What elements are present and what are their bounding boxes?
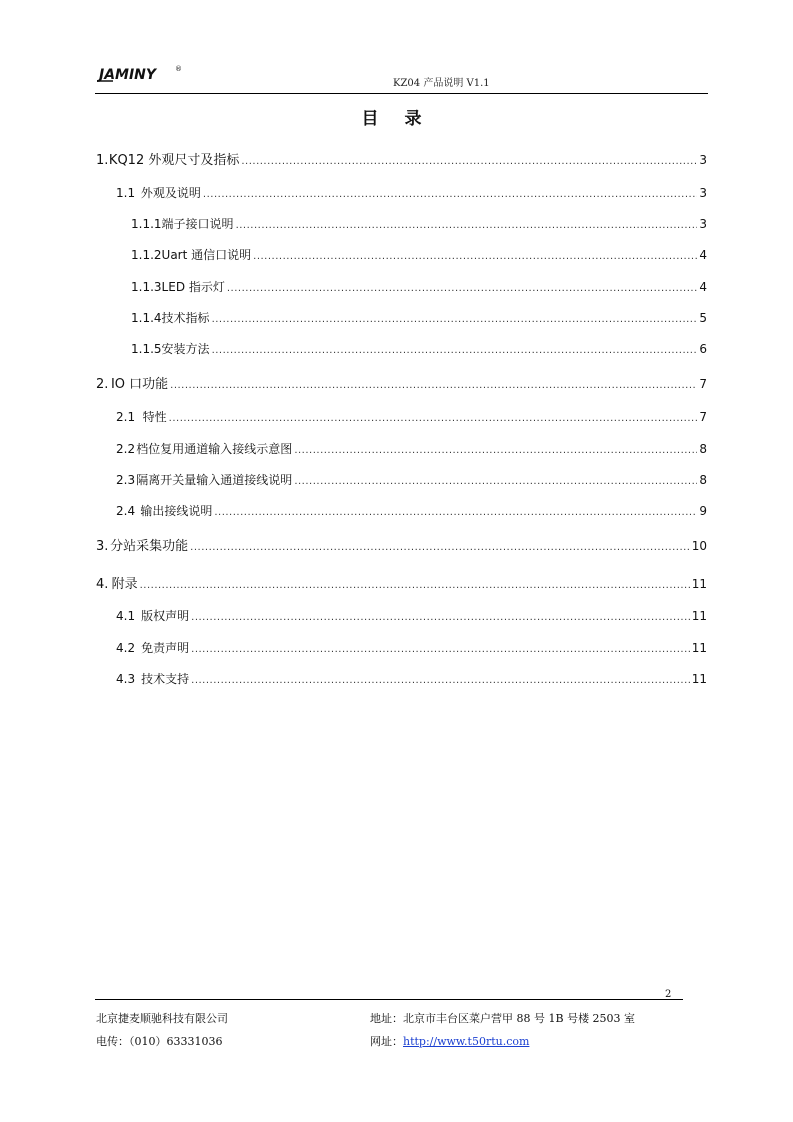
- toc-number: 1.: [96, 153, 109, 168]
- toc-entry[interactable]: [116, 607, 707, 624]
- toc-entry[interactable]: [131, 278, 707, 295]
- toc-page: 9: [699, 504, 707, 518]
- toc-page: 4: [699, 248, 707, 262]
- company-address: 地址：北京市丰台区菜户营甲 88 号 1B 号楼 2503 室: [370, 1012, 636, 1025]
- toc-number: 1.1.4: [131, 311, 162, 325]
- registered-mark: ®: [175, 65, 182, 73]
- toc-entry[interactable]: [116, 408, 707, 425]
- toc-entry[interactable]: [116, 440, 707, 457]
- toc-number: 1.1.1: [131, 217, 162, 231]
- dot-leader: [212, 314, 698, 325]
- toc-title: 端子接口说明: [161, 217, 234, 231]
- dot-leader: [214, 507, 697, 518]
- toc-title: 安装方法: [161, 342, 210, 356]
- toc-title: 分站采集功能: [110, 539, 189, 554]
- dot-leader: [191, 644, 690, 655]
- toc-number: 4.: [96, 577, 109, 592]
- toc-page: 11: [691, 609, 707, 623]
- website-label: 网址：: [370, 1035, 403, 1048]
- dot-leader: [236, 220, 698, 231]
- toc-title: 技术指标: [161, 311, 210, 325]
- toc-page: 3: [699, 217, 707, 231]
- toc-page: 8: [699, 442, 707, 456]
- dot-leader: [253, 251, 697, 262]
- toc-title: 特性: [142, 410, 167, 424]
- company-name: 北京捷麦顺驰科技有限公司: [96, 1012, 228, 1025]
- toc-page: 7: [699, 410, 707, 424]
- dot-leader: [170, 380, 697, 391]
- toc-title: 技术支持: [141, 672, 190, 686]
- page-number: 2: [665, 989, 672, 1000]
- toc-title: IO 口功能: [110, 377, 169, 392]
- toc-title: 外观及说明: [140, 186, 201, 200]
- toc-page: 8: [699, 473, 707, 487]
- dot-leader: [212, 345, 698, 356]
- toc-title: 免责声明: [141, 641, 190, 655]
- toc-number: 2.: [96, 377, 109, 392]
- toc-title: 档位复用通道输入接线示意图: [136, 442, 293, 456]
- toc-number: 1.1.3: [131, 280, 162, 294]
- toc-number: 1.1.2: [131, 248, 162, 262]
- toc-entry[interactable]: [96, 373, 707, 392]
- toc-entry[interactable]: [116, 670, 707, 687]
- toc-page: 6: [699, 342, 707, 356]
- toc-entry[interactable]: [131, 246, 707, 263]
- toc-title: KQ12 外观尺寸及指标: [108, 153, 240, 168]
- dot-leader: [241, 156, 697, 167]
- toc-number: 4.2: [116, 641, 136, 655]
- toc-number: 2.1: [116, 410, 136, 424]
- dot-leader: [191, 612, 690, 623]
- toc-entry[interactable]: [131, 340, 707, 357]
- toc-page: 7: [699, 377, 707, 391]
- toc-entry[interactable]: [131, 309, 707, 326]
- toc-title: 附录: [111, 577, 138, 592]
- company-phone: 电传：（010）63331036: [96, 1035, 223, 1048]
- toc-entry[interactable]: [96, 535, 707, 554]
- toc-page: 11: [691, 577, 707, 591]
- toc-page: 11: [691, 672, 707, 686]
- dot-leader: [227, 283, 697, 294]
- dot-leader: [294, 445, 697, 456]
- toc-title: LED 指示灯: [161, 280, 225, 294]
- toc-number: 3.: [96, 539, 109, 554]
- dot-leader: [169, 413, 698, 424]
- toc-entry[interactable]: [116, 639, 707, 656]
- toc-page: 10: [691, 539, 707, 553]
- toc-entry[interactable]: [96, 149, 707, 168]
- toc-entry[interactable]: [131, 215, 707, 232]
- toc-number: 1.1: [116, 186, 136, 200]
- toc-number: 2.3: [116, 473, 136, 487]
- toc-page: 4: [699, 280, 707, 294]
- toc-page: 3: [699, 153, 707, 167]
- dot-leader: [140, 580, 690, 591]
- dot-leader: [190, 542, 690, 553]
- footer-divider: [95, 999, 683, 1000]
- toc-title: 隔离开关量输入通道接线说明: [136, 473, 293, 487]
- toc-number: 2.4: [116, 504, 136, 518]
- dot-leader: [203, 189, 697, 200]
- toc-number: 1.1.5: [131, 342, 162, 356]
- company-website: [370, 1033, 529, 1049]
- document-title: KZ04 产品说明 V1.1: [393, 78, 490, 89]
- website-link[interactable]: http://www.t50rtu.com: [403, 1035, 530, 1048]
- dot-leader: [294, 476, 697, 487]
- logo-wordmark: JAMINY: [99, 67, 157, 83]
- dot-leader: [191, 675, 690, 686]
- toc-heading: 目 录: [361, 109, 432, 129]
- toc-number: 2.2: [116, 442, 136, 456]
- toc-number: 4.3: [116, 672, 136, 686]
- toc-entry[interactable]: [116, 471, 707, 488]
- toc-title: 输出接线说明: [140, 504, 213, 518]
- toc-entry[interactable]: [116, 184, 707, 201]
- toc-title: 版权声明: [141, 609, 190, 623]
- toc-entry[interactable]: [96, 573, 707, 592]
- toc-number: 4.1: [116, 609, 136, 623]
- toc-page: 11: [691, 641, 707, 655]
- toc-page: 5: [699, 311, 707, 325]
- toc-entry[interactable]: [116, 502, 707, 519]
- toc-page: 3: [699, 186, 707, 200]
- toc-title: Uart 通信口说明: [161, 248, 252, 262]
